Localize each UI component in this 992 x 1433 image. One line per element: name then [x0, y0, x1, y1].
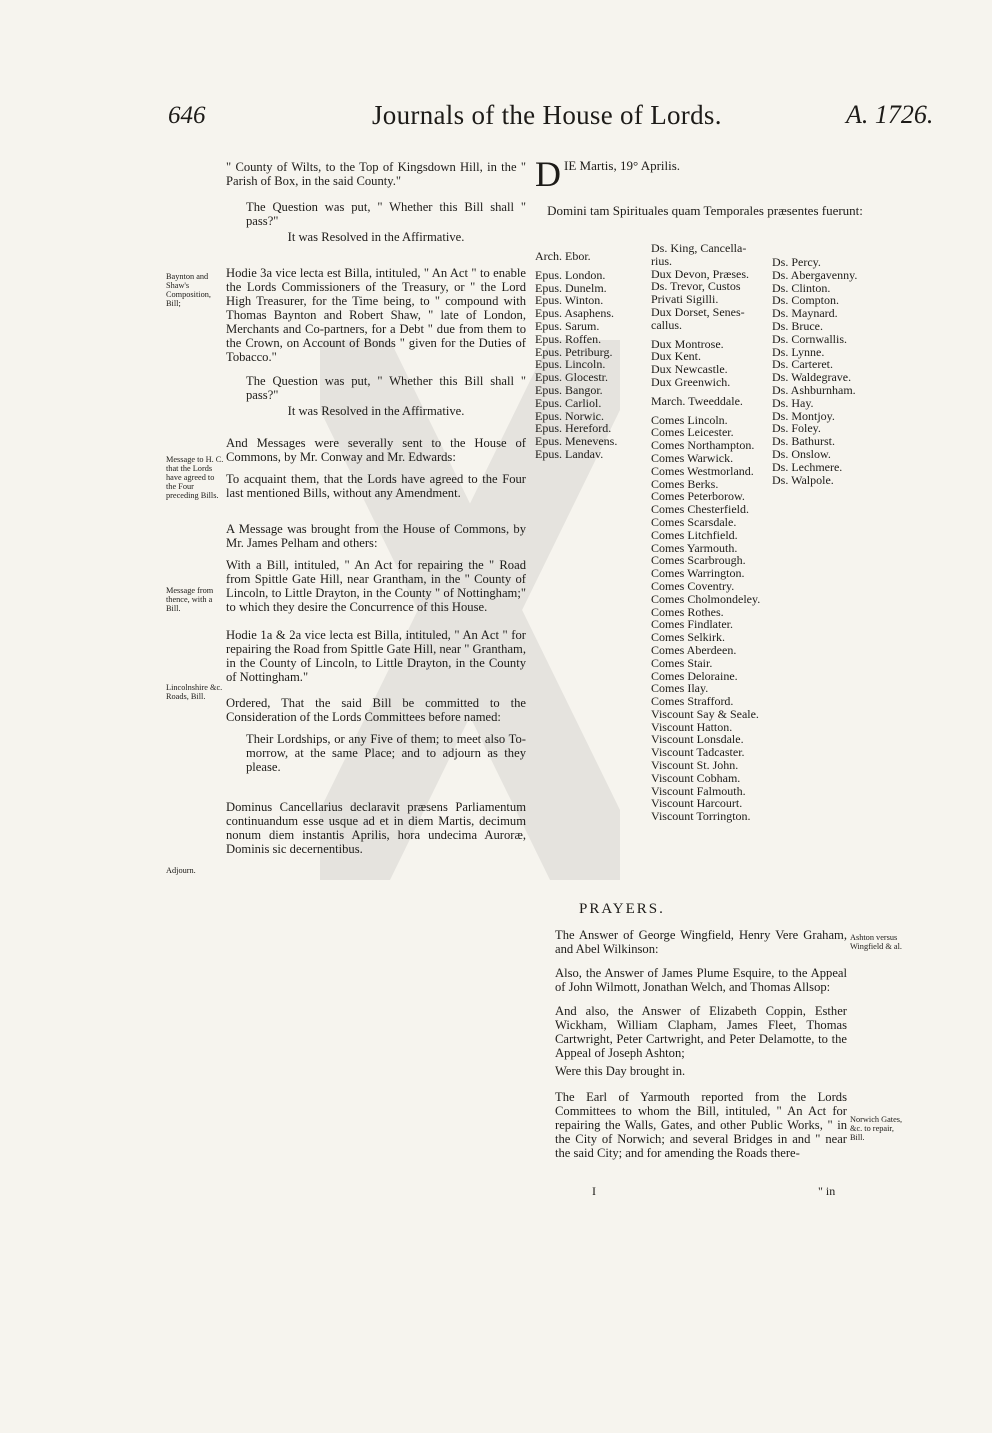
lord-name: March. Tweeddale.: [651, 393, 743, 408]
lord-name: Comes Selkirk.: [651, 630, 725, 645]
lord-name: Comes Cholmondeley.: [651, 591, 761, 606]
margin-note-message-to: Message to H. C. that the Lords have agreed to the Four preceding Bills.: [166, 455, 224, 500]
lord-name: Comes Leicester.: [651, 425, 734, 440]
lord-name: Epus. Asaphens.: [535, 306, 614, 321]
lord-name: Dux Greenwich.: [651, 374, 731, 389]
answer-coppin: And also, the Answer of Elizabeth Coppin, Esther Wickham, William Clapham, James Fleet, Thomas Cartwright, Peter Cartwright, and Peter Delamotte, to the Appeal of Joseph Ashton;: [555, 1004, 847, 1060]
lord-name: Comes Strafford.: [651, 694, 734, 709]
lord-name: Ds. King, Cancella-: [651, 241, 747, 255]
lord-name: Comes Yarmouth.: [651, 540, 738, 555]
lord-name: Comes Berks.: [651, 476, 719, 491]
lord-name: Dux Montrose.: [651, 336, 724, 351]
lord-name: Dux Newcastle.: [651, 362, 728, 377]
lords-list-spiritual: [535, 250, 617, 461]
lord-name: Arch. Ebor.: [535, 249, 591, 263]
lord-name: Ds. Waldegrave.: [772, 370, 852, 385]
lord-name: Comes Lincoln.: [651, 412, 728, 427]
lord-name: Ds. Bathurst.: [772, 434, 835, 449]
lord-name: Comes Coventry.: [651, 578, 735, 593]
answer-wingfield: The Answer of George Wingfield, Henry Vere Graham, and Abel Wilkinson:: [555, 928, 847, 956]
resolved-affirmative: It was Resolved in the Affirmative.: [287, 230, 465, 244]
lord-name: Comes Deloraine.: [651, 668, 738, 683]
lord-name: Ds. Lynne.: [772, 344, 825, 359]
lord-name: Viscount Cobham.: [651, 770, 741, 785]
lord-name: Comes Aberdeen.: [651, 642, 737, 657]
year: A. 1726.: [846, 100, 934, 129]
lord-name: Viscount Lonsdale.: [651, 732, 744, 747]
lord-name: Viscount Hatton.: [651, 719, 733, 734]
lord-name: Epus. London.: [535, 267, 606, 282]
lord-name: Ds. Cornwallis.: [772, 331, 847, 346]
lord-name: Privati Sigilli.: [651, 292, 719, 307]
margin-note-adjourn: Adjourn.: [166, 866, 196, 875]
lord-name: Epus. Lincoln.: [535, 357, 606, 372]
lord-name: Ds. Compton.: [772, 293, 840, 308]
lord-name: Comes Litchfield.: [651, 527, 738, 542]
lord-name: Ds. Walpole.: [772, 472, 834, 487]
lord-name: Epus. Bangor.: [535, 382, 603, 397]
lord-name: Viscount Say & Seale.: [651, 706, 759, 721]
lord-name: Viscount St. John.: [651, 758, 739, 773]
lord-name: Viscount Harcourt.: [651, 796, 743, 811]
carryover-text: " County of Wilts, to the Top of Kingsdown Hill, in the " Parish of Box, in the said County.": [226, 160, 526, 188]
running-title: Journals of the House of Lords.: [372, 100, 722, 130]
lord-name: Ds. Clinton.: [772, 280, 831, 295]
lord-name: Epus. Carliol.: [535, 395, 602, 410]
lord-name: Epus. Sarum.: [535, 318, 600, 333]
lord-name: Comes Westmorland.: [651, 463, 754, 478]
left-column: [226, 160, 526, 864]
lord-name: Epus. Winton.: [535, 293, 604, 308]
lord-name: Epus. Norwic.: [535, 408, 604, 423]
yarmouth-report: The Earl of Yarmouth reported from the Lords Committees to whom the Bill, intituled, " An Act for repairing the Walls, Gates, and other Public Works, " in the City of Norwich; and several Bridges in and " near the said City; and for amending the Roads there-: [555, 1090, 847, 1160]
lord-name: Ds. Foley.: [772, 421, 821, 436]
drop-cap: D: [535, 154, 561, 194]
lord-name: Viscount Falmouth.: [651, 783, 746, 798]
catchword: " in: [818, 1184, 836, 1198]
lord-name: Comes Peterborow.: [651, 489, 745, 504]
lord-name: Epus. Petriburg.: [535, 344, 613, 359]
brought-in: Were this Day brought in.: [555, 1064, 686, 1078]
prayers-heading: PRAYERS.: [579, 901, 665, 917]
prayers-column: [535, 928, 847, 1168]
margin-note-ashton: Ashton versus Wingfield & al.: [850, 933, 902, 951]
lord-name: Comes Chesterfield.: [651, 502, 749, 517]
resolved-affirmative: It was Resolved in the Affirmative.: [287, 404, 465, 418]
margin-note-norwich: Norwich Gates, &c. to repair, Bill.: [850, 1115, 903, 1142]
answer-plume: Also, the Answer of James Plume Esquire, to the Appeal of John Wilmott, Jonathan Welch, and Thomas Allsop:: [555, 966, 847, 994]
message-brought-text: A Message was brought from the House of Commons, by Mr. James Pelham and others:: [226, 522, 526, 550]
ordered-text: Ordered, That the said Bill be committed to the Consideration of the Lords Committees before named:: [226, 696, 526, 724]
margin-note-lincolnshire: Lincolnshire &c. Roads, Bill.: [166, 683, 223, 701]
lord-name: Ds. Abergavenny.: [772, 267, 858, 282]
lincoln-bill-text: Hodie 1a & 2a vice lecta est Billa, intituled, " An Act " for repairing the Road from Spittle Gate Hill, near " Grantham, in the County of Lincoln, to Little Drayton, in the County of Nottingham.": [226, 628, 526, 684]
lord-name: Dux Kent.: [651, 349, 701, 364]
lord-name: Epus. Hereford.: [535, 421, 612, 436]
lord-name: Epus. Roffen.: [535, 331, 602, 346]
lord-name: Ds. Montjoy.: [772, 408, 835, 423]
question-put: The Question was put, " Whether this Bill shall " pass?": [246, 200, 526, 228]
signature-mark: I: [592, 1184, 596, 1198]
lord-name: Comes Scarbrough.: [651, 553, 746, 568]
lords-list-temporal: [651, 242, 760, 823]
lord-name: Viscount Torrington.: [651, 809, 751, 824]
lord-name: Ds. Percy.: [772, 255, 821, 269]
lord-name: Comes Ilay.: [651, 681, 709, 696]
lord-name: Ds. Lechmere.: [772, 459, 843, 474]
lord-name: Ds. Carteret.: [772, 357, 833, 372]
lord-name: Comes Stair.: [651, 655, 713, 670]
lord-name: Comes Findlater.: [651, 617, 733, 632]
with-bill-text: With a Bill, intituled, " An Act for repairing the " Road from Spittle Gate Hill, near Grantham, in the " County of Lincoln, to Little Drayton, in the County " of Nottingham;" to which they desire the Concurrence of this House.: [226, 558, 526, 614]
acquaint-text: To acquaint them, that the Lords have agreed to the Four last mentioned Bills, without any Amendment.: [226, 472, 526, 500]
margin-note-baynton: Baynton and Shaw's Composition, Bill;: [166, 272, 211, 308]
lord-name: Dux Devon, Præses.: [651, 266, 749, 281]
adjourn-text: Dominus Cancellarius declaravit præsens Parliamentum continuandum esse usque ad et in diem Martis, decimum nonum diem instantis Aprilis, hora undecima Auroræ, Dominis sic decernentibus.: [226, 800, 526, 856]
question-put: The Question was put, " Whether this Bill shall " pass?": [246, 374, 526, 402]
page-number: 646: [168, 102, 206, 129]
baynton-bill-text: Hodie 3a vice lecta est Billa, intituled, " An Act " to enable the Lords Commissioners of the Treasury, or " the Lord High Treasurer, for the Time being, to " compound with Thomas Baynton and Robert Shaw, " late of London, Merchants and Co-partners, for a Debt " due from them to the Crown, on Account of Bonds " given for the Duties of Tobacco.": [226, 266, 526, 364]
lords-list-barons: [772, 256, 857, 486]
lord-name: Ds. Hay.: [772, 395, 814, 410]
lord-name: callus.: [651, 317, 682, 332]
sitting-date: [535, 154, 875, 194]
lord-name: Dux Dorset, Senes-: [651, 304, 745, 319]
lord-name: Comes Northampton.: [651, 438, 755, 453]
lord-name: Epus. Landav.: [535, 446, 604, 461]
lord-name: Ds. Onslow.: [772, 446, 831, 461]
lord-name: Comes Warwick.: [651, 450, 734, 465]
lord-name: Ds. Ashburnham.: [772, 382, 856, 397]
lord-name: Comes Warrington.: [651, 566, 745, 581]
lord-name: Viscount Tadcaster.: [651, 745, 745, 760]
lord-name: Ds. Trevor, Custos: [651, 279, 741, 294]
lord-name: Comes Scarsdale.: [651, 514, 737, 529]
lord-name: rius.: [651, 253, 672, 268]
lord-name: Ds. Maynard.: [772, 306, 838, 321]
lord-name: Epus. Glocestr.: [535, 370, 608, 385]
messages-sent-text: And Messages were severally sent to the House of Commons, by Mr. Conway and Mr. Edwards:: [226, 436, 526, 464]
sitting-date-text: IE Martis, 19° Aprilis.: [564, 158, 681, 173]
lord-name: Epus. Dunelm.: [535, 280, 607, 295]
lords-present-heading: Domini tam Spirituales quam Temporales præsentes fuerunt:: [547, 203, 863, 218]
margin-note-message-from: Message from thence, with a Bill.: [166, 586, 214, 613]
lordships-text: Their Lordships, or any Five of them; to meet also To-morrow, at the same Place; and to adjourn as they please.: [246, 732, 526, 774]
lord-name: Epus. Menevens.: [535, 434, 618, 449]
lord-name: Comes Rothes.: [651, 604, 724, 619]
lord-name: Ds. Bruce.: [772, 318, 823, 333]
